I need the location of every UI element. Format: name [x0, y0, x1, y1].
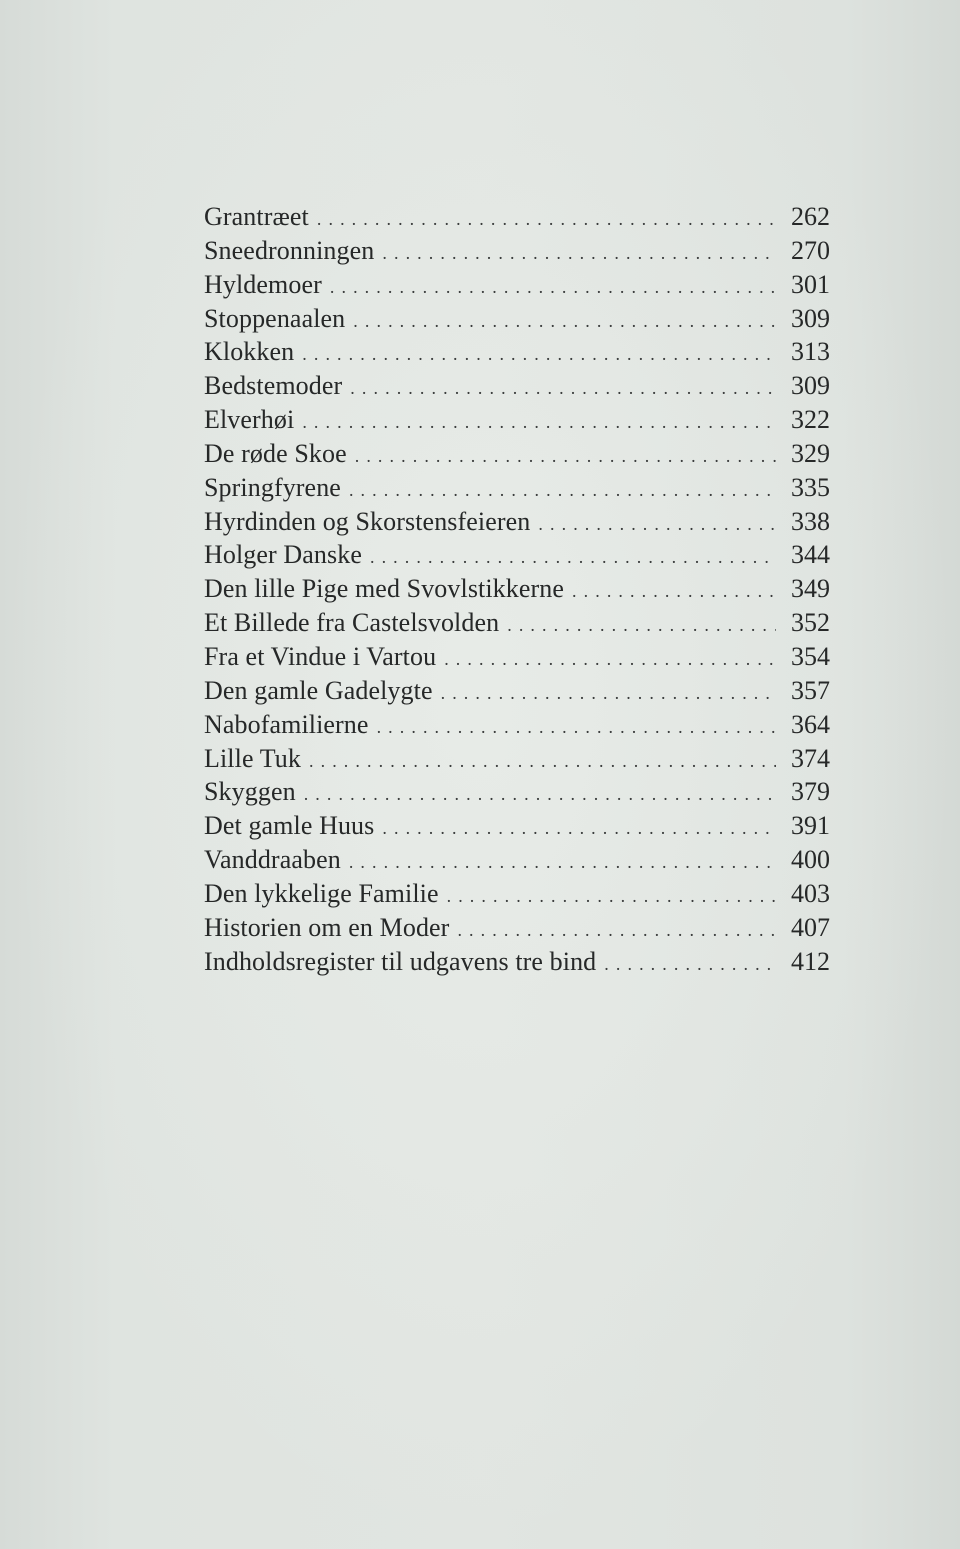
table-of-contents: [204, 200, 830, 978]
toc-entry-title: Fra et Vindue i Vartou: [204, 641, 437, 671]
dot-leader: [572, 575, 776, 609]
toc-entry-page: 338: [791, 506, 830, 536]
toc-entry-title: Grantræet: [204, 202, 309, 231]
dot-leader: [330, 271, 776, 305]
toc-entry-title: Den gamle Gadelygte: [204, 675, 433, 705]
toc-entry: [204, 471, 830, 505]
toc-entry: [204, 302, 830, 336]
toc-entry: [204, 403, 830, 437]
toc-entry-page: 313: [791, 337, 830, 367]
toc-entry-title: Sneedronningen: [204, 235, 375, 265]
toc-entry-title: Historien om en Moder: [204, 912, 450, 942]
toc-entry-page: 309: [791, 371, 830, 401]
toc-entry-title: Vanddraaben: [204, 845, 341, 875]
toc-entry: [204, 369, 830, 403]
toc-entry-page: 322: [791, 405, 830, 435]
toc-entry-title: Springfyrene: [204, 472, 341, 502]
dot-leader: [302, 406, 776, 440]
toc-entry: [204, 335, 830, 369]
toc-entry-page: 270: [791, 235, 830, 265]
toc-entry-title: Stoppenaalen: [204, 303, 346, 333]
toc-entry-title: Hyldemoer: [204, 269, 322, 299]
toc-entry: [204, 877, 830, 911]
toc-entry-page: 412: [791, 946, 830, 976]
toc-entry: [204, 809, 830, 843]
toc-entry-title: Den lille Pige med Svovlstikkerne: [204, 574, 565, 604]
toc-entry-title: Elverhøi: [204, 405, 295, 435]
dot-leader: [349, 474, 776, 508]
dot-leader: [538, 508, 776, 542]
toc-entry-title: Et Billede fra Castelsvolden: [204, 608, 500, 638]
toc-entry-title: Indholdsregister til udgavens tre bind: [204, 946, 597, 976]
dot-leader: [317, 203, 776, 237]
dot-leader: [349, 846, 776, 880]
toc-entry-title: Klokken: [204, 337, 295, 367]
dot-leader: [447, 880, 776, 914]
toc-entry: [204, 945, 830, 979]
toc-entry-title: Skyggen: [204, 777, 296, 807]
toc-entry-title: Det gamle Huus: [204, 811, 375, 841]
dot-leader: [309, 745, 776, 779]
dot-leader: [382, 237, 776, 271]
toc-entry-title: Hyrdinden og Skorstensfeieren: [204, 506, 531, 536]
dot-leader: [604, 948, 776, 982]
toc-entry-title: Bedstemoder: [204, 371, 343, 401]
toc-entry-page: 364: [791, 709, 830, 739]
toc-entry: [204, 538, 830, 572]
toc-entry-page: 344: [791, 540, 830, 570]
toc-entry-page: 262: [791, 202, 830, 231]
toc-entry: [204, 200, 830, 234]
toc-entry: [204, 437, 830, 471]
toc-entry-page: 309: [791, 303, 830, 333]
toc-entry: [204, 843, 830, 877]
toc-entry-page: 301: [791, 269, 830, 299]
toc-entry-page: 349: [791, 574, 830, 604]
toc-entry-title: De røde Skoe: [204, 438, 347, 468]
toc-entry: [204, 234, 830, 268]
toc-entry-page: 329: [791, 438, 830, 468]
toc-entry: [204, 674, 830, 708]
toc-entry-page: 354: [791, 641, 830, 671]
toc-entry: [204, 505, 830, 539]
toc-entry: [204, 640, 830, 674]
toc-entry: [204, 775, 830, 809]
dot-leader: [507, 609, 776, 643]
toc-entry-page: 374: [791, 743, 830, 773]
dot-leader: [353, 305, 776, 339]
dot-leader: [350, 372, 776, 406]
toc-entry-page: 335: [791, 472, 830, 502]
toc-entry-title: Den lykkelige Familie: [204, 878, 439, 908]
dot-leader: [302, 338, 776, 372]
toc-entry-page: 352: [791, 608, 830, 638]
toc-entry: [204, 268, 830, 302]
dot-leader: [377, 711, 776, 745]
toc-entry-title: Nabofamilierne: [204, 709, 369, 739]
toc-entry-page: 403: [791, 878, 830, 908]
dot-leader: [370, 541, 776, 575]
toc-entry-page: 379: [791, 777, 830, 807]
toc-entry-page: 357: [791, 675, 830, 705]
toc-entry: [204, 606, 830, 640]
toc-entry: [204, 708, 830, 742]
dot-leader: [441, 677, 776, 711]
dot-leader: [355, 440, 776, 474]
toc-entry-page: 391: [791, 811, 830, 841]
toc-entry-title: Holger Danske: [204, 540, 362, 570]
toc-entry-title: Lille Tuk: [204, 743, 301, 773]
toc-entry-page: 400: [791, 845, 830, 875]
dot-leader: [304, 778, 776, 812]
toc-entry-page: 407: [791, 912, 830, 942]
dot-leader: [444, 643, 776, 677]
toc-entry: [204, 742, 830, 776]
dot-leader: [457, 914, 776, 948]
dot-leader: [382, 812, 776, 846]
toc-entry: [204, 911, 830, 945]
toc-entry: [204, 572, 830, 606]
